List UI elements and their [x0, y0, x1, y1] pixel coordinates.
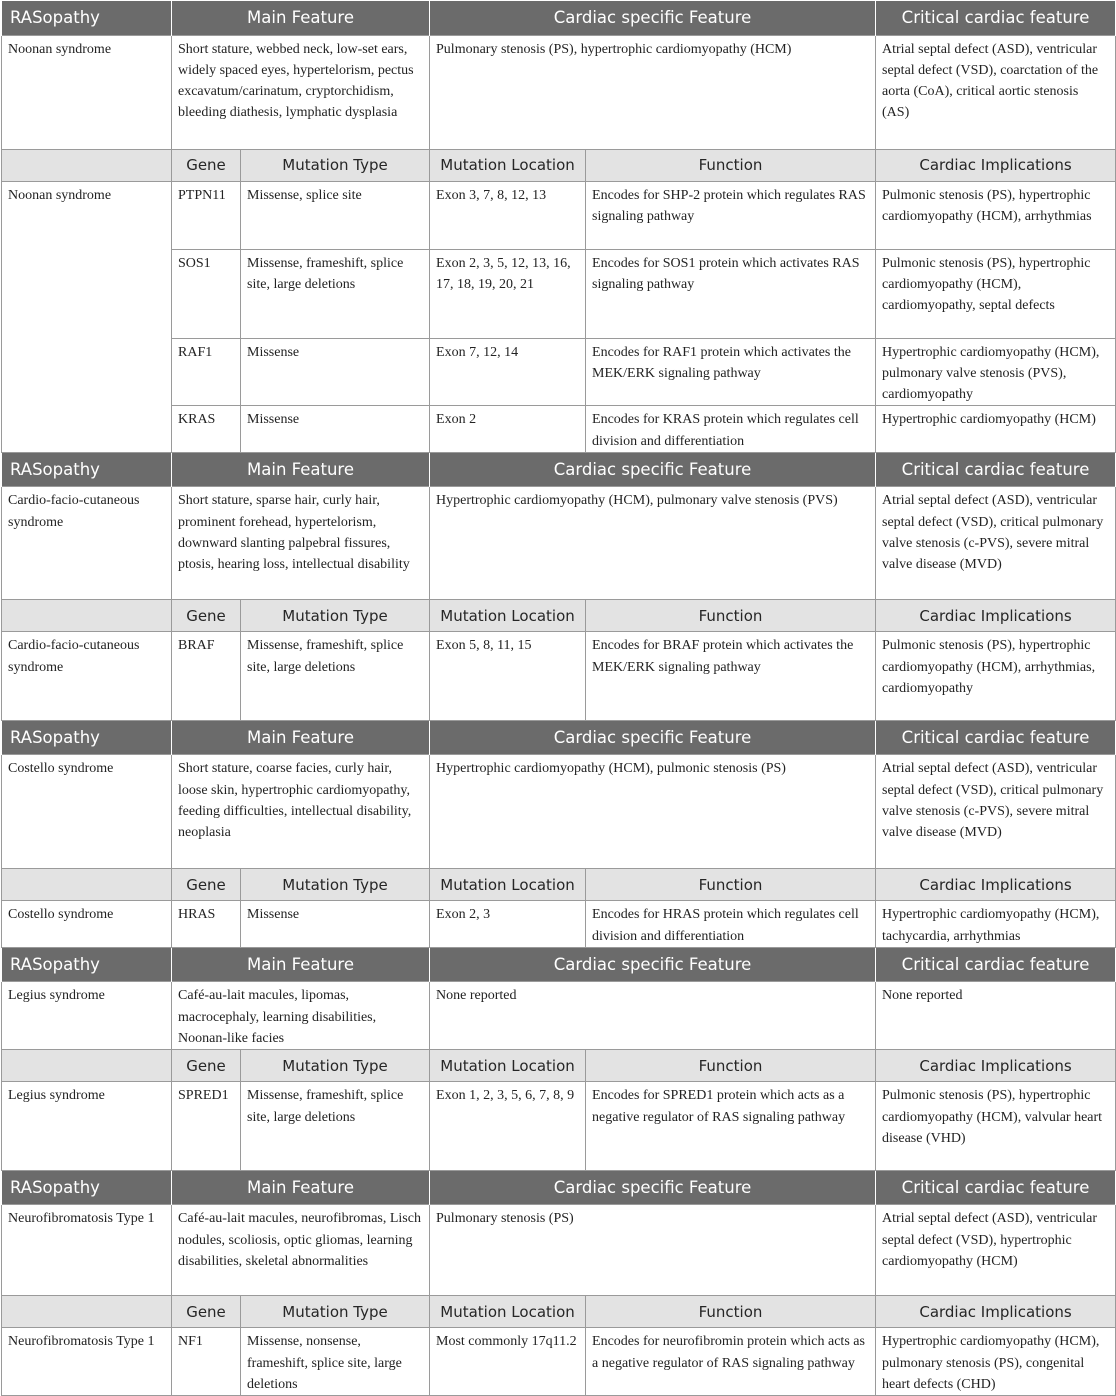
gene-header-blank [2, 600, 172, 632]
syndrome-header-row [2, 948, 1116, 982]
mutation-type-cell: Missense, frameshift, splice site, large deletions [241, 1082, 430, 1171]
mutation-type-cell: Missense [241, 901, 430, 948]
header-main-feature: Main Feature [172, 1, 430, 35]
gene-symbol: RAF1 [172, 338, 241, 406]
cardiac-feature-cell: Pulmonary stenosis (PS) [430, 1205, 876, 1296]
cardiac-implications-cell: Hypertrophic cardiomyopathy (HCM), pulmonary stenosis (PS), congenital heart defects (CHD) [876, 1328, 1116, 1396]
header-critical-cardiac: Critical cardiac feature [876, 721, 1116, 755]
cardiac-feature-cell: Hypertrophic cardiomyopathy (HCM), pulmonary valve stenosis (PVS) [430, 487, 876, 600]
mutation-type-cell: Missense, frameshift, splice site, large deletions [241, 249, 430, 338]
header-main-feature: Main Feature [172, 948, 430, 982]
gene-header-row [2, 1050, 1116, 1082]
header-function: Function [586, 149, 876, 181]
header-gene: Gene [172, 600, 241, 632]
mutation-location-cell: Exon 2, 3, 5, 12, 13, 16, 17, 18, 19, 20, 21 [430, 249, 586, 338]
function-cell: Encodes for SOS1 protein which activates RAS signaling pathway [586, 249, 876, 338]
gene-symbol: HRAS [172, 901, 241, 948]
header-cardiac-specific: Cardiac specific Feature [430, 453, 876, 487]
header-mutation-type: Mutation Type [241, 600, 430, 632]
syndrome-name: Neurofibromatosis Type 1 [2, 1205, 172, 1296]
cardiac-feature-cell: Pulmonary stenosis (PS), hypertrophic cardiomyopathy (HCM) [430, 35, 876, 149]
mutation-type-cell: Missense [241, 406, 430, 453]
gene-row [2, 901, 1116, 948]
header-mutation-type: Mutation Type [241, 869, 430, 901]
gene-symbol: NF1 [172, 1328, 241, 1396]
gene-header-row [2, 149, 1116, 181]
function-cell: Encodes for SHP-2 protein which regulates RAS signaling pathway [586, 181, 876, 249]
header-rasopathy: RASopathy [2, 1171, 172, 1205]
mutation-type-cell: Missense, nonsense, frameshift, splice site, large deletions [241, 1328, 430, 1396]
gene-symbol: PTPN11 [172, 181, 241, 249]
header-cardiac-specific: Cardiac specific Feature [430, 721, 876, 755]
cardiac-implications-cell: Pulmonic stenosis (PS), hypertrophic cardiomyopathy (HCM), arrhythmias [876, 181, 1116, 249]
header-main-feature: Main Feature [172, 453, 430, 487]
critical-feature-cell: Atrial septal defect (ASD), ventricular septal defect (VSD), hypertrophic cardiomyopathy (HCM) [876, 1205, 1116, 1296]
header-gene: Gene [172, 1296, 241, 1328]
gene-symbol: SOS1 [172, 249, 241, 338]
header-cardiac-specific: Cardiac specific Feature [430, 1171, 876, 1205]
syndrome-name: Legius syndrome [2, 982, 172, 1050]
header-rasopathy: RASopathy [2, 453, 172, 487]
cardiac-implications-cell: Pulmonic stenosis (PS), hypertrophic cardiomyopathy (HCM), arrhythmias, cardiomyopathy [876, 632, 1116, 721]
syndrome-name: Cardio-facio-cutaneous syndrome [2, 487, 172, 600]
syndrome-row [2, 35, 1116, 149]
syndrome-row [2, 1205, 1116, 1296]
header-cardiac-implications: Cardiac Implications [876, 1296, 1116, 1328]
function-cell: Encodes for RAF1 protein which activates the MEK/ERK signaling pathway [586, 338, 876, 406]
gene-syndrome-label: Neurofibromatosis Type 1 [2, 1328, 172, 1396]
critical-feature-cell: Atrial septal defect (ASD), ventricular septal defect (VSD), coarctation of the aorta (CoA), critical aortic stenosis (AS) [876, 35, 1116, 149]
syndrome-row [2, 487, 1116, 600]
header-critical-cardiac: Critical cardiac feature [876, 948, 1116, 982]
main-feature-cell: Short stature, sparse hair, curly hair, prominent forehead, hypertelorism, downward slanting palpebral fissures, ptosis, hearing loss, intellectual disability [172, 487, 430, 600]
critical-feature-cell: None reported [876, 982, 1116, 1050]
gene-syndrome-label: Legius syndrome [2, 1082, 172, 1171]
gene-header-blank [2, 1296, 172, 1328]
main-feature-cell: Café-au-lait macules, lipomas, macrocephaly, learning disabilities, Noonan-like facies [172, 982, 430, 1050]
gene-header-row [2, 600, 1116, 632]
header-cardiac-implications: Cardiac Implications [876, 869, 1116, 901]
main-feature-cell: Short stature, webbed neck, low-set ears, widely spaced eyes, hypertelorism, pectus excavatum/carinatum, cryptorchidism, bleeding diathesis, lymphatic dysplasia [172, 35, 430, 149]
mutation-type-cell: Missense, frameshift, splice site, large deletions [241, 632, 430, 721]
cardiac-implications-cell: Hypertrophic cardiomyopathy (HCM), tachycardia, arrhythmias [876, 901, 1116, 948]
mutation-location-cell: Most commonly 17q11.2 [430, 1328, 586, 1396]
syndrome-header-row [2, 453, 1116, 487]
cardiac-implications-cell: Hypertrophic cardiomyopathy (HCM) [876, 406, 1116, 453]
gene-syndrome-label: Costello syndrome [2, 901, 172, 948]
syndrome-row [2, 755, 1116, 869]
gene-symbol: SPRED1 [172, 1082, 241, 1171]
header-mutation-type: Mutation Type [241, 149, 430, 181]
header-main-feature: Main Feature [172, 1171, 430, 1205]
header-critical-cardiac: Critical cardiac feature [876, 453, 1116, 487]
gene-syndrome-label: Cardio-facio-cutaneous syndrome [2, 632, 172, 721]
gene-row [2, 1328, 1116, 1396]
header-critical-cardiac: Critical cardiac feature [876, 1, 1116, 35]
syndrome-row [2, 982, 1116, 1050]
gene-symbol: BRAF [172, 632, 241, 721]
header-cardiac-implications: Cardiac Implications [876, 1050, 1116, 1082]
gene-header-row [2, 1296, 1116, 1328]
mutation-location-cell: Exon 3, 7, 8, 12, 13 [430, 181, 586, 249]
gene-header-blank [2, 1050, 172, 1082]
main-feature-cell: Café-au-lait macules, neurofibromas, Lisch nodules, scoliosis, optic gliomas, learning disabilities, skeletal abnormalities [172, 1205, 430, 1296]
gene-header-row [2, 869, 1116, 901]
header-function: Function [586, 1050, 876, 1082]
critical-feature-cell: Atrial septal defect (ASD), ventricular septal defect (VSD), critical pulmonary valve stenosis (c-PVS), severe mitral valve disease (MVD) [876, 487, 1116, 600]
header-mutation-type: Mutation Type [241, 1050, 430, 1082]
header-mutation-location: Mutation Location [430, 1050, 586, 1082]
function-cell: Encodes for KRAS protein which regulates cell division and differentiation [586, 406, 876, 453]
header-gene: Gene [172, 149, 241, 181]
cardiac-feature-cell: None reported [430, 982, 876, 1050]
syndrome-header-row [2, 1171, 1116, 1205]
header-main-feature: Main Feature [172, 721, 430, 755]
gene-row [2, 1082, 1116, 1171]
header-mutation-location: Mutation Location [430, 869, 586, 901]
header-rasopathy: RASopathy [2, 1, 172, 35]
gene-row [2, 181, 1116, 249]
mutation-type-cell: Missense [241, 338, 430, 406]
header-gene: Gene [172, 1050, 241, 1082]
gene-header-blank [2, 869, 172, 901]
header-function: Function [586, 600, 876, 632]
syndrome-header-row [2, 721, 1116, 755]
mutation-location-cell: Exon 2, 3 [430, 901, 586, 948]
function-cell: Encodes for BRAF protein which activates the MEK/ERK signaling pathway [586, 632, 876, 721]
header-mutation-location: Mutation Location [430, 600, 586, 632]
header-mutation-location: Mutation Location [430, 149, 586, 181]
function-cell: Encodes for SPRED1 protein which acts as a negative regulator of RAS signaling pathway [586, 1082, 876, 1171]
cardiac-feature-cell: Hypertrophic cardiomyopathy (HCM), pulmonic stenosis (PS) [430, 755, 876, 869]
header-critical-cardiac: Critical cardiac feature [876, 1171, 1116, 1205]
header-function: Function [586, 869, 876, 901]
mutation-location-cell: Exon 2 [430, 406, 586, 453]
mutation-location-cell: Exon 5, 8, 11, 15 [430, 632, 586, 721]
header-mutation-location: Mutation Location [430, 1296, 586, 1328]
cardiac-implications-cell: Hypertrophic cardiomyopathy (HCM), pulmonary valve stenosis (PVS), cardiomyopathy [876, 338, 1116, 406]
function-cell: Encodes for neurofibromin protein which acts as a negative regulator of RAS signaling pathway [586, 1328, 876, 1396]
gene-syndrome-label: Noonan syndrome [2, 181, 172, 453]
cardiac-implications-cell: Pulmonic stenosis (PS), hypertrophic cardiomyopathy (HCM), valvular heart disease (VHD) [876, 1082, 1116, 1171]
header-mutation-type: Mutation Type [241, 1296, 430, 1328]
header-rasopathy: RASopathy [2, 721, 172, 755]
main-feature-cell: Short stature, coarse facies, curly hair, loose skin, hypertrophic cardiomyopathy, feeding difficulties, intellectual disability, neoplasia [172, 755, 430, 869]
header-rasopathy: RASopathy [2, 948, 172, 982]
critical-feature-cell: Atrial septal defect (ASD), ventricular septal defect (VSD), critical pulmonary valve stenosis (c-PVS), severe mitral valve disease (MVD) [876, 755, 1116, 869]
syndrome-header-row [2, 1, 1116, 35]
gene-row [2, 632, 1116, 721]
syndrome-name: Costello syndrome [2, 755, 172, 869]
header-cardiac-implications: Cardiac Implications [876, 600, 1116, 632]
header-function: Function [586, 1296, 876, 1328]
header-cardiac-specific: Cardiac specific Feature [430, 1, 876, 35]
rasopathy-table [1, 1, 1116, 1396]
mutation-location-cell: Exon 1, 2, 3, 5, 6, 7, 8, 9 [430, 1082, 586, 1171]
gene-symbol: KRAS [172, 406, 241, 453]
header-cardiac-implications: Cardiac Implications [876, 149, 1116, 181]
mutation-location-cell: Exon 7, 12, 14 [430, 338, 586, 406]
gene-header-blank [2, 149, 172, 181]
function-cell: Encodes for HRAS protein which regulates cell division and differentiation [586, 901, 876, 948]
syndrome-name: Noonan syndrome [2, 35, 172, 149]
mutation-type-cell: Missense, splice site [241, 181, 430, 249]
cardiac-implications-cell: Pulmonic stenosis (PS), hypertrophic cardiomyopathy (HCM), cardiomyopathy, septal defects [876, 249, 1116, 338]
header-cardiac-specific: Cardiac specific Feature [430, 948, 876, 982]
header-gene: Gene [172, 869, 241, 901]
